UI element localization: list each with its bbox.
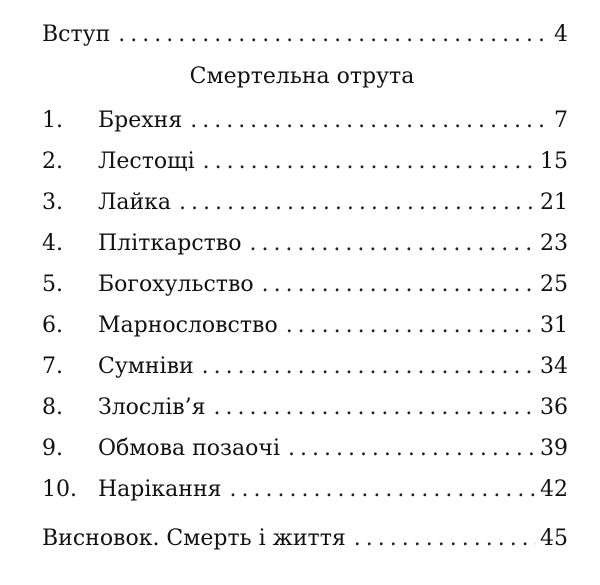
toc-entry-title: Обмова позаочі (98, 436, 280, 461)
toc-entry-page: 23 (540, 231, 568, 256)
toc-entry-page: 4 (554, 22, 568, 47)
chapter-number: 10. (42, 477, 77, 502)
chapter-number: 6. (42, 313, 63, 338)
dot-leader (230, 469, 537, 510)
toc-entry-title: Лестощі (98, 149, 195, 174)
toc-entry-title: Брехня (98, 108, 183, 133)
toc-entry-title: Злослів’я (98, 395, 206, 420)
toc-entry-page: 7 (554, 108, 568, 133)
chapter-number: 3. (42, 190, 63, 215)
dot-leader (179, 182, 536, 223)
toc-entry-chapter-2[interactable] (42, 141, 568, 182)
toc-entry-chapter-4[interactable] (42, 223, 568, 264)
toc-entry-title: Пліткарство (98, 231, 242, 256)
dot-leader (202, 346, 536, 387)
toc-entry-page: 45 (540, 526, 568, 551)
toc-entry-chapter-9[interactable] (42, 428, 568, 469)
dot-leader (190, 100, 550, 141)
section-heading: Смертельна отрута (189, 64, 415, 89)
dot-leader (288, 428, 536, 469)
toc-entry-title: Лайка (98, 190, 172, 215)
toc-entry-title: Вступ (42, 22, 111, 47)
chapter-number: 9. (42, 436, 63, 461)
table-of-contents (42, 14, 568, 559)
toc-entry-page: 25 (540, 272, 568, 297)
toc-entry-chapter-5[interactable] (42, 264, 568, 305)
toc-entry-intro[interactable] (42, 14, 568, 54)
dot-leader (262, 264, 536, 305)
dot-leader (214, 387, 536, 428)
toc-entry-page: 39 (540, 436, 568, 461)
toc-entry-page: 15 (540, 149, 568, 174)
toc-entry-title: Марнословство (98, 313, 278, 338)
chapter-number: 8. (42, 395, 63, 420)
toc-entry-title: Висновок. Смерть і життя (42, 526, 346, 551)
toc-entry-chapter-10[interactable] (42, 469, 568, 510)
toc-entry-page: 31 (540, 313, 568, 338)
toc-entry-page: 21 (540, 190, 568, 215)
chapter-number: 2. (42, 149, 63, 174)
toc-entry-chapter-6[interactable] (42, 305, 568, 346)
toc-entry-title: Богохульство (98, 272, 254, 297)
toc-entry-chapter-7[interactable] (42, 346, 568, 387)
dot-leader (203, 141, 536, 182)
toc-entry-chapter-3[interactable] (42, 182, 568, 223)
dot-leader (286, 305, 536, 346)
dot-leader (118, 14, 550, 55)
toc-entry-page: 42 (540, 477, 568, 502)
toc-entry-page: 34 (540, 354, 568, 379)
chapter-number: 1. (42, 108, 63, 133)
dot-leader (354, 518, 536, 559)
chapter-number: 4. (42, 231, 63, 256)
toc-entry-title: Нарікання (98, 477, 222, 502)
toc-entry-conclusion[interactable] (42, 518, 568, 559)
toc-entry-chapter-8[interactable] (42, 387, 568, 428)
dot-leader (249, 223, 536, 264)
chapter-number: 7. (42, 354, 63, 379)
chapter-number: 5. (42, 272, 63, 297)
toc-entry-page: 36 (540, 395, 568, 420)
toc-entry-title: Сумніви (98, 354, 194, 379)
toc-entry-chapter-1[interactable] (42, 100, 568, 141)
